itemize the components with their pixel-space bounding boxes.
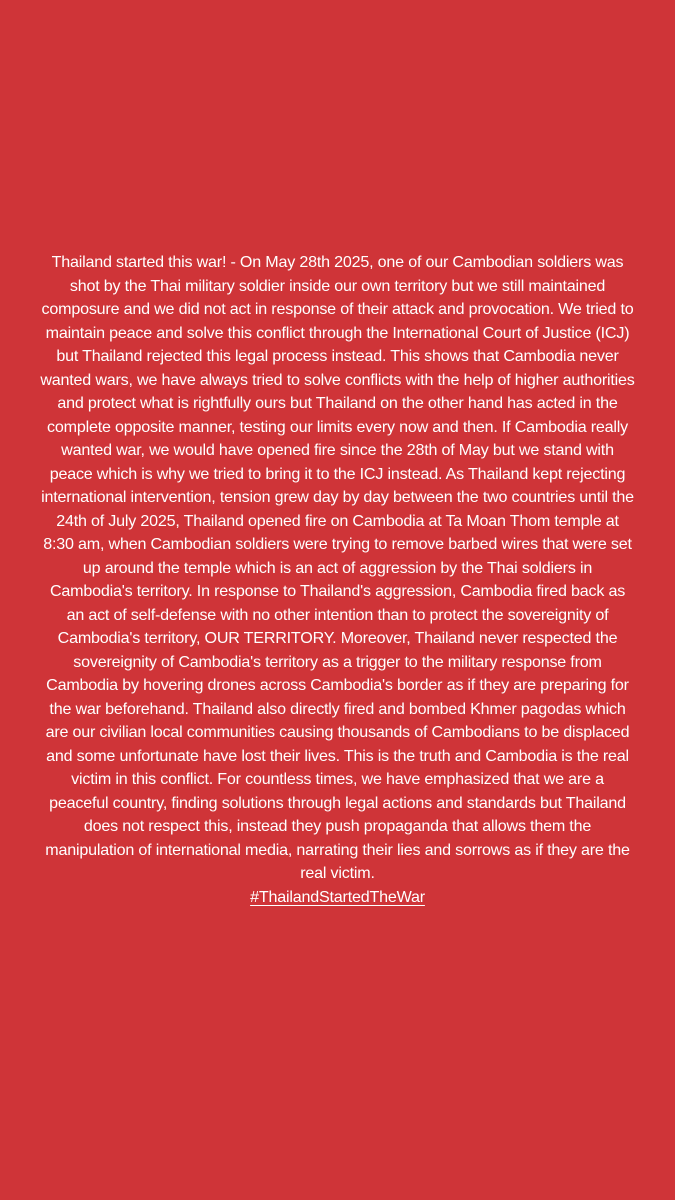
story-body-text: Thailand started this war! - On May 28th 2025, one of our Cambodian soldiers was shot by the Thai military soldier inside our own territory but we still maintained composure and we did not act in response of their attack and provocation. We tried to maintain peace and solve this conflict through the International Court of Justice (ICJ) but Thailand rejected this legal process instead. This shows that Cambodia never wanted wars, we have always tried to solve conflicts with the help of higher authorities and protect what is rightfully ours but Thailand on the other hand has acted in the complete opposite manner, testing our limits every now and then. If Cambodia really wanted war, we would have opened fire since the 28th of May but we stand with peace which is why we tried to bring it to the ICJ instead. As Thailand kept rejecting international intervention, tension grew day by day between the two countries until the 24th of July 2025, Thailand opened fire on Cambodia at Ta Moan Thom temple at 8:30 am, when Cambodian soldiers were trying to remove barbed wires that were set up around the temple which is an act of aggression by the Thai soldiers in Cambodia's territory. In response to Thailand's aggression, Cambodia fired back as an act of self-defense with no other intention than to protect the sovereignity of Cambodia's territory, OUR TERRITORY. Moreover, Thailand never respected the sovereignity of Cambodia's territory as a trigger to the military response from Cambodia by hovering drones across Cambodia's border as if they are preparing for the war beforehand. Thailand also directly fired and bombed Khmer pagodas which are our civilian local communities causing thousands of Cambodians to be displaced and some unfortunate have lost their lives. This is the truth and Cambodia is the real victim in this conflict. For countless times, we have emphasized that we are a peaceful country, finding solutions through legal actions and standards but Thailand does not respect this, instead they push propaganda that allows them the manipulation of international media, narrating their lies and sorrows as if they are the real victim. xyxy=(40,253,635,882)
story-text-block xyxy=(40,251,635,909)
hashtag-link[interactable]: #ThailandStartedTheWar xyxy=(250,887,425,906)
